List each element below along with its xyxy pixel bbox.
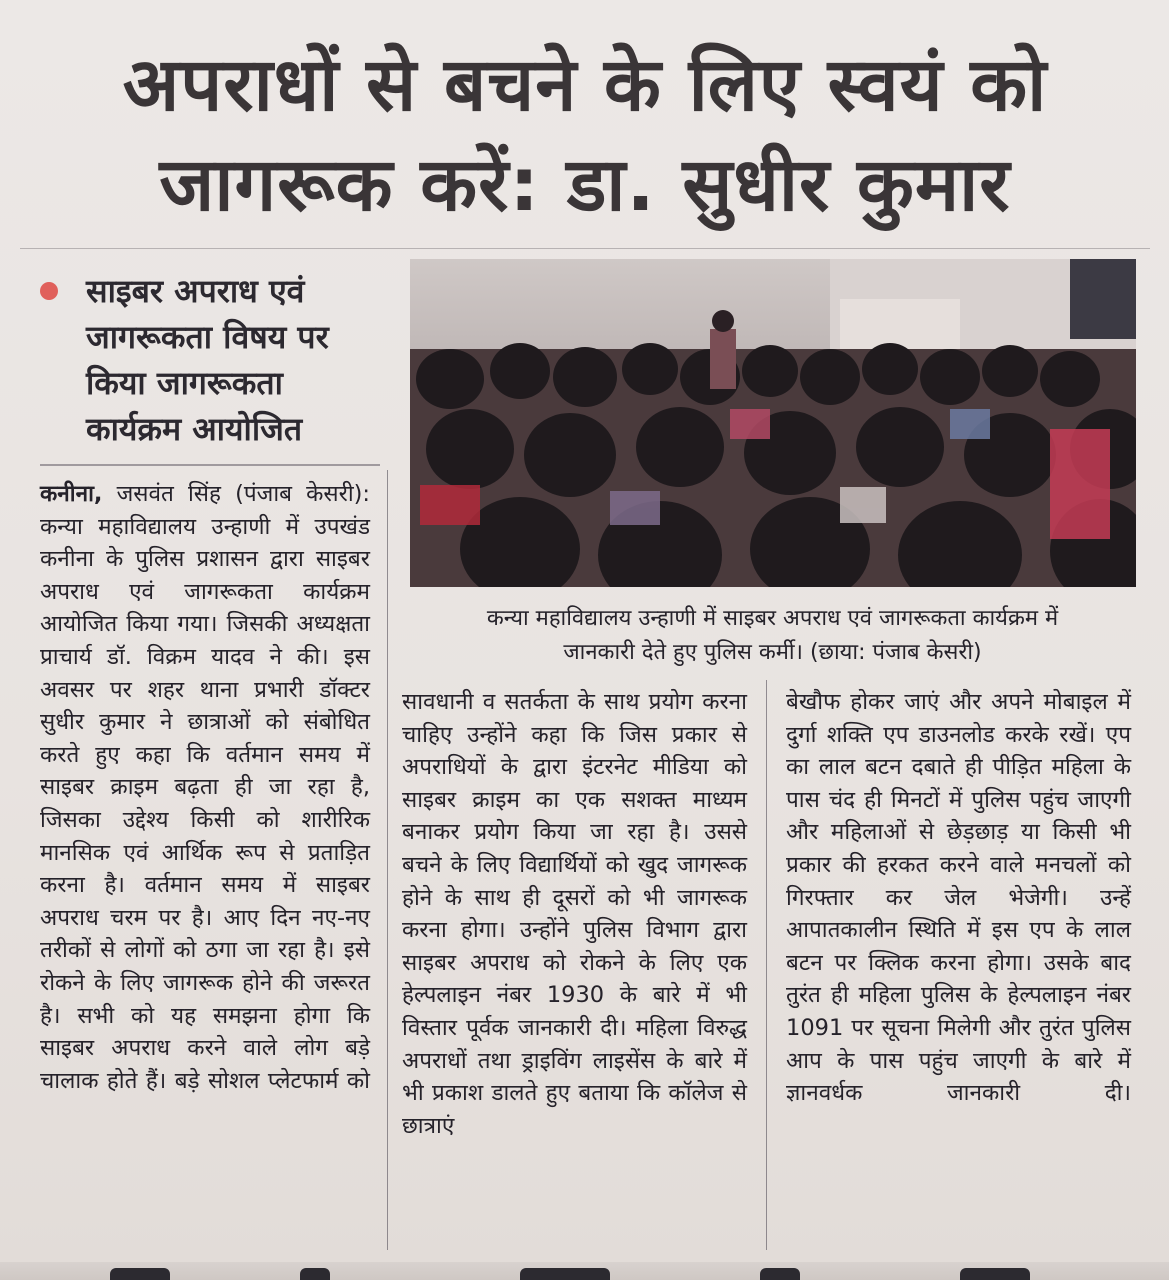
column-divider-middle <box>766 680 767 1250</box>
column-3-text: बेखौफ होकर जाएं और अपने मोबाइल में दुर्गा शक्ति एप डाउनलोड करके रखें। एप का लाल बटन दबाते ही पीड़ित महिला के पास चंद ही मिनटों में पुलिस पहुंच जाएगी और महिलाओं से छेड़छाड़ या किसी भी प्रकार की हरकत करने वाले मनचलों को गिरफ्तार कर जेल भेजेगी। उन्हें आपातकालीन स्थिति में इस एप के लाल बटन पर क्लिक करना होगा। उसके बाद तुरंत ही महिला पुलिस के हेल्पलाइन नंबर 1091 पर सूचना मिलेगी और तुरंत पुलिस आप के पास पहुंच जाएगी के बारे में ज्ञानवर्धक जानकारी दी। <box>786 689 1131 1107</box>
cutoff-glyph <box>960 1268 1030 1280</box>
photo-caption-line-2: जानकारी देते हुए पुलिस कर्मी। (छाया: पंजाब केसरी) <box>563 640 982 665</box>
photo-caption-line-1: कन्या महाविद्यालय उन्हाणी में साइबर अपराध एवं जागरूकता कार्यक्रम में <box>486 606 1059 631</box>
dateline-place: कनीना, <box>40 481 103 507</box>
column-1-text: कन्या महाविद्यालय उन्हाणी में उपखंड कनीना के पुलिस प्रशासन द्वारा साइबर अपराध एवं जागरूकता कार्यक्रम आयोजित किया गया। जिसकी अध्यक्षता प्राचार्य डॉ. विक्रम यादव ने की। इस अवसर पर शहर थाना प्रभारी डॉक्टर सुधीर कुमार ने छात्राओं को संबोधित करते हुए कहा कि वर्तमान समय में साइबर क्राइम बढ़ता ही जा रहा है, जिसका उद्देश्य किसी को शारीरिक मानसिक एवं आर्थिक रूप से प्रताड़ित करना है। वर्तमान समय में साइबर अपराध चरम पर है। आए दिन नए-नए तरीकों से लोगों को ठगा जा रहा है। इसे रोकने के लिए जागरूक होने की जरूरत है। सभी को यह समझना होगा कि साइबर अपराध करने वाले लोग बड़े चालाक होते हैं। बड़े सोशल प्लेटफार्म को <box>40 513 370 1094</box>
cutoff-glyph <box>760 1268 800 1280</box>
subheadline-line-4: कार्यक्रम आयोजित <box>86 410 303 448</box>
headline-line-2: जागरूक करें: डा. सुधीर कुमार <box>159 142 1011 228</box>
next-article-edge <box>0 1262 1169 1280</box>
article-column-1 <box>40 478 370 1097</box>
column-2-text: सावधानी व सतर्कता के साथ प्रयोग करना चाहिए उन्होंने कहा कि जिस प्रकार से अपराधियों के द्वारा इंटरनेट मीडिया को साइबर क्राइम का एक सशक्त माध्यम बनाकर प्रयोग किया जा रहा है। उससे बचने के लिए विद्यार्थियों को खुद जागरूक होने के साथ ही दूसरों को भी जागरूक करना होगा। उन्होंने पुलिस विभाग द्वारा साइबर अपराध को रोकने के लिए एक हेल्पलाइन नंबर 1930 के बारे में भी विस्तार पूर्वक जानकारी दी। महिला विरुद्ध अपराधों तथा ड्राइविंग लाइसेंस के बारे में भी प्रकाश डालते हुए बताया कि कॉलेज से छात्राएं <box>402 689 747 1139</box>
subheadline-line-1: साइबर अपराध एवं <box>86 272 305 310</box>
dateline-reporter: जसवंत सिंह (पंजाब केसरी): <box>102 481 370 507</box>
column-divider-left <box>387 470 388 1250</box>
subheadline-underline <box>40 464 380 466</box>
cutoff-glyph <box>520 1268 610 1280</box>
photo-caption <box>420 602 1125 670</box>
subheadline-line-3: किया जागरूकता <box>86 364 283 402</box>
article-column-3 <box>786 686 1131 1110</box>
cutoff-glyph <box>110 1268 170 1280</box>
news-photo <box>410 259 1136 587</box>
headline-line-1: अपराधों से बचने के लिए स्वयं को <box>122 42 1048 128</box>
subheadline-line-2: जागरूकता विषय पर <box>86 318 329 356</box>
top-rule <box>20 248 1150 249</box>
subheadline <box>86 268 386 452</box>
cutoff-glyph <box>300 1268 330 1280</box>
article-column-2 <box>402 686 747 1142</box>
red-bullet-icon <box>40 282 58 300</box>
classroom-audience-illustration <box>410 259 1136 587</box>
